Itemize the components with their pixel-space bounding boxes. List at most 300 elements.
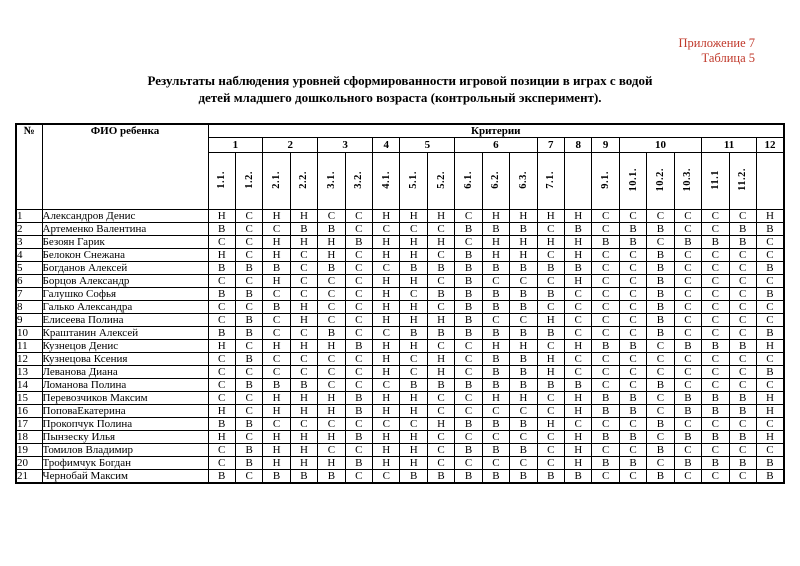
criterion-level-cell: Н bbox=[564, 431, 591, 444]
criterion-level-cell: С bbox=[592, 275, 619, 288]
criterion-level-cell: С bbox=[400, 288, 427, 301]
criterion-level-cell: Н bbox=[510, 236, 537, 249]
criterion-level-cell: В bbox=[482, 262, 509, 275]
criterion-level-cell: В bbox=[208, 223, 235, 236]
criterion-level-cell: С bbox=[619, 444, 646, 457]
title-line-1: Результаты наблюдения уровней сформированности игровой позиции в играх с водой bbox=[147, 72, 653, 88]
criteria-sub-label: 2.2. bbox=[298, 170, 310, 189]
criterion-level-cell: В bbox=[235, 418, 262, 431]
criterion-level-cell: С bbox=[208, 353, 235, 366]
criterion-level-cell: С bbox=[729, 314, 756, 327]
table-row bbox=[16, 236, 784, 249]
criteria-sub-label: 10.1. bbox=[627, 167, 639, 192]
criterion-level-cell: В bbox=[427, 288, 454, 301]
criterion-level-cell: С bbox=[537, 301, 564, 314]
criterion-level-cell: В bbox=[510, 327, 537, 340]
criterion-level-cell: С bbox=[537, 431, 564, 444]
child-name: Галушко Софья bbox=[42, 288, 208, 301]
criterion-level-cell: Н bbox=[263, 275, 290, 288]
corner-labels bbox=[0, 36, 800, 67]
criterion-level-cell: С bbox=[318, 418, 345, 431]
criterion-level-cell: В bbox=[208, 262, 235, 275]
child-name: Леванова Диана bbox=[42, 366, 208, 379]
criterion-level-cell: Н bbox=[756, 210, 784, 223]
criterion-level-cell: Н bbox=[373, 249, 400, 262]
criterion-level-cell: С bbox=[537, 223, 564, 236]
criterion-level-cell: С bbox=[729, 444, 756, 457]
criterion-level-cell: С bbox=[455, 353, 482, 366]
criterion-level-cell: С bbox=[702, 444, 729, 457]
criterion-level-cell: С bbox=[619, 210, 646, 223]
criterion-level-cell: С bbox=[702, 210, 729, 223]
criterion-level-cell: В bbox=[729, 223, 756, 236]
criterion-level-cell: С bbox=[647, 353, 674, 366]
criterion-level-cell: В bbox=[647, 301, 674, 314]
criterion-level-cell: В bbox=[674, 405, 701, 418]
criterion-level-cell: С bbox=[345, 353, 372, 366]
criterion-level-cell: С bbox=[455, 457, 482, 470]
criterion-level-cell: С bbox=[482, 457, 509, 470]
criterion-level-cell: В bbox=[510, 301, 537, 314]
criterion-level-cell: Н bbox=[290, 405, 317, 418]
criteria-sub-cell bbox=[619, 153, 646, 210]
criterion-level-cell: В bbox=[702, 236, 729, 249]
criterion-level-cell: Н bbox=[564, 210, 591, 223]
criterion-level-cell: Н bbox=[510, 210, 537, 223]
criterion-level-cell: В bbox=[756, 366, 784, 379]
criterion-level-cell: С bbox=[427, 275, 454, 288]
criterion-level-cell: В bbox=[647, 470, 674, 484]
criterion-level-cell: С bbox=[345, 470, 372, 484]
header-row-criteria bbox=[16, 124, 784, 138]
criterion-level-cell: С bbox=[729, 470, 756, 484]
criterion-level-cell: С bbox=[729, 327, 756, 340]
criterion-level-cell: Н bbox=[263, 249, 290, 262]
criterion-level-cell: Н bbox=[400, 236, 427, 249]
criterion-level-cell: С bbox=[702, 353, 729, 366]
table-row bbox=[16, 405, 784, 418]
child-name: Трофимчук Богдан bbox=[42, 457, 208, 470]
criterion-level-cell: В bbox=[564, 223, 591, 236]
criteria-sub-cell bbox=[729, 153, 756, 210]
criterion-level-cell: С bbox=[482, 431, 509, 444]
criterion-level-cell: В bbox=[537, 327, 564, 340]
criterion-level-cell: В bbox=[647, 223, 674, 236]
criterion-level-cell: В bbox=[318, 223, 345, 236]
criterion-level-cell: С bbox=[729, 301, 756, 314]
criterion-level-cell: С bbox=[756, 379, 784, 392]
criterion-level-cell: С bbox=[729, 262, 756, 275]
criterion-level-cell: С bbox=[318, 210, 345, 223]
criterion-level-cell: В bbox=[400, 327, 427, 340]
criterion-level-cell: С bbox=[290, 262, 317, 275]
criterion-level-cell: В bbox=[702, 405, 729, 418]
criterion-level-cell: Н bbox=[318, 392, 345, 405]
criterion-level-cell: В bbox=[318, 262, 345, 275]
criteria-sub-label: 10.3. bbox=[682, 167, 694, 192]
criterion-level-cell: Н bbox=[373, 314, 400, 327]
criterion-level-cell: В bbox=[208, 470, 235, 484]
criterion-level-cell: Н bbox=[373, 236, 400, 249]
criterion-level-cell: С bbox=[455, 366, 482, 379]
criterion-level-cell: В bbox=[729, 236, 756, 249]
document-title bbox=[0, 72, 800, 107]
criterion-level-cell: В bbox=[235, 262, 262, 275]
criterion-level-cell: В bbox=[263, 470, 290, 484]
criterion-level-cell: В bbox=[290, 223, 317, 236]
criterion-level-cell: В bbox=[455, 327, 482, 340]
criterion-level-cell: С bbox=[756, 353, 784, 366]
criterion-level-cell: С bbox=[756, 444, 784, 457]
criterion-level-cell: В bbox=[208, 327, 235, 340]
criterion-level-cell: С bbox=[455, 431, 482, 444]
criterion-level-cell: С bbox=[263, 288, 290, 301]
criterion-level-cell: С bbox=[647, 457, 674, 470]
criterion-level-cell: С bbox=[427, 301, 454, 314]
criterion-level-cell: С bbox=[235, 223, 262, 236]
criteria-sub-label: 9.1. bbox=[600, 170, 612, 189]
criterion-level-cell: В bbox=[482, 366, 509, 379]
criterion-level-cell: В bbox=[345, 431, 372, 444]
criterion-level-cell: Н bbox=[564, 392, 591, 405]
criterion-level-cell: С bbox=[674, 379, 701, 392]
criterion-level-cell: С bbox=[592, 262, 619, 275]
table-row bbox=[16, 288, 784, 301]
criterion-level-cell: С bbox=[619, 470, 646, 484]
criterion-level-cell: С bbox=[729, 210, 756, 223]
criterion-level-cell: С bbox=[592, 379, 619, 392]
criterion-level-cell: С bbox=[647, 392, 674, 405]
criterion-level-cell: С bbox=[619, 314, 646, 327]
criterion-level-cell: Н bbox=[427, 210, 454, 223]
criterion-level-cell: В bbox=[345, 405, 372, 418]
criteria-sub-label: 11.2. bbox=[737, 168, 749, 192]
criteria-sub-label: 3.1. bbox=[325, 170, 337, 189]
criterion-level-cell: С bbox=[702, 288, 729, 301]
criterion-level-cell: В bbox=[482, 444, 509, 457]
criterion-level-cell: В bbox=[482, 223, 509, 236]
criterion-level-cell: В bbox=[564, 379, 591, 392]
criterion-level-cell: С bbox=[235, 210, 262, 223]
criterion-level-cell: С bbox=[674, 353, 701, 366]
criterion-level-cell: Н bbox=[318, 457, 345, 470]
row-number: 9 bbox=[16, 314, 42, 327]
criterion-level-cell: Н bbox=[290, 457, 317, 470]
criterion-level-cell: С bbox=[702, 418, 729, 431]
criterion-level-cell: Н bbox=[537, 236, 564, 249]
criterion-level-cell: В bbox=[729, 392, 756, 405]
criterion-level-cell: В bbox=[619, 392, 646, 405]
criterion-level-cell: В bbox=[455, 470, 482, 484]
criterion-level-cell: Н bbox=[400, 301, 427, 314]
criteria-group-9: 9 bbox=[592, 138, 619, 153]
criterion-level-cell: С bbox=[537, 249, 564, 262]
criterion-level-cell: С bbox=[729, 418, 756, 431]
criterion-level-cell: В bbox=[263, 262, 290, 275]
criterion-level-cell: Н bbox=[263, 236, 290, 249]
criterion-level-cell: С bbox=[427, 249, 454, 262]
criterion-level-cell: С bbox=[208, 444, 235, 457]
criterion-level-cell: С bbox=[208, 301, 235, 314]
criterion-level-cell: Н bbox=[564, 249, 591, 262]
criterion-level-cell: С bbox=[373, 223, 400, 236]
criterion-level-cell: Н bbox=[400, 457, 427, 470]
criterion-level-cell: С bbox=[400, 223, 427, 236]
criteria-group-8: 8 bbox=[564, 138, 591, 153]
row-number: 2 bbox=[16, 223, 42, 236]
criterion-level-cell: В bbox=[290, 470, 317, 484]
criterion-level-cell: С bbox=[592, 223, 619, 236]
row-number: 17 bbox=[16, 418, 42, 431]
criterion-level-cell: Н bbox=[373, 340, 400, 353]
criterion-level-cell: В bbox=[427, 327, 454, 340]
criterion-level-cell: С bbox=[619, 418, 646, 431]
criterion-level-cell: В bbox=[290, 379, 317, 392]
criterion-level-cell: С bbox=[537, 405, 564, 418]
criterion-level-cell: С bbox=[455, 405, 482, 418]
criterion-level-cell: Н bbox=[537, 418, 564, 431]
criterion-level-cell: В bbox=[729, 405, 756, 418]
criterion-level-cell: С bbox=[702, 223, 729, 236]
criterion-level-cell: В bbox=[619, 405, 646, 418]
criterion-level-cell: С bbox=[345, 223, 372, 236]
criterion-level-cell: Н bbox=[318, 431, 345, 444]
criterion-level-cell: В bbox=[647, 249, 674, 262]
criterion-level-cell: С bbox=[345, 275, 372, 288]
criterion-level-cell: В bbox=[482, 327, 509, 340]
criterion-level-cell: Н bbox=[373, 353, 400, 366]
criterion-level-cell: С bbox=[455, 392, 482, 405]
criterion-level-cell: С bbox=[318, 275, 345, 288]
criterion-level-cell: С bbox=[619, 353, 646, 366]
criteria-sub-label: 11.1 bbox=[709, 169, 721, 190]
criterion-level-cell: В bbox=[208, 288, 235, 301]
criterion-level-cell: Н bbox=[290, 340, 317, 353]
child-name: Пынзеску Илья bbox=[42, 431, 208, 444]
criterion-level-cell: С bbox=[208, 366, 235, 379]
criterion-level-cell: С bbox=[318, 366, 345, 379]
criterion-level-cell: С bbox=[235, 470, 262, 484]
criterion-level-cell: В bbox=[400, 470, 427, 484]
criterion-level-cell: Н bbox=[290, 236, 317, 249]
criterion-level-cell: Н bbox=[290, 444, 317, 457]
criterion-level-cell: Н bbox=[373, 392, 400, 405]
table-row bbox=[16, 457, 784, 470]
criterion-level-cell: В bbox=[674, 340, 701, 353]
criterion-level-cell: В bbox=[263, 379, 290, 392]
table-row bbox=[16, 223, 784, 236]
criterion-level-cell: С bbox=[729, 366, 756, 379]
criterion-level-cell: С bbox=[619, 379, 646, 392]
row-number: 4 bbox=[16, 249, 42, 262]
child-name: Прокопчук Полина bbox=[42, 418, 208, 431]
criterion-level-cell: В bbox=[455, 275, 482, 288]
criterion-level-cell: В bbox=[235, 457, 262, 470]
table-number-label: Таблица 5 bbox=[701, 51, 755, 66]
criteria-sub-label: 5.2. bbox=[435, 170, 447, 189]
criterion-level-cell: В bbox=[482, 301, 509, 314]
criterion-level-cell: В bbox=[427, 262, 454, 275]
criterion-level-cell: Н bbox=[564, 340, 591, 353]
criterion-level-cell: В bbox=[647, 444, 674, 457]
criterion-level-cell: В bbox=[537, 288, 564, 301]
criterion-level-cell: В bbox=[674, 236, 701, 249]
criterion-level-cell: Н bbox=[400, 249, 427, 262]
row-number: 8 bbox=[16, 301, 42, 314]
criterion-level-cell: С bbox=[702, 275, 729, 288]
criterion-level-cell: С bbox=[373, 379, 400, 392]
criterion-level-cell: С bbox=[482, 405, 509, 418]
criteria-sub-cell bbox=[235, 153, 262, 210]
criterion-level-cell: В bbox=[537, 470, 564, 484]
child-name: Томилов Владимир bbox=[42, 444, 208, 457]
criterion-level-cell: С bbox=[592, 249, 619, 262]
criterion-level-cell: С bbox=[235, 366, 262, 379]
criterion-level-cell: В bbox=[400, 262, 427, 275]
criterion-level-cell: Н bbox=[400, 210, 427, 223]
criteria-group-3: 3 bbox=[318, 138, 373, 153]
criterion-level-cell: С bbox=[235, 249, 262, 262]
criterion-level-cell: В bbox=[674, 392, 701, 405]
row-number: 3 bbox=[16, 236, 42, 249]
criterion-level-cell: С bbox=[427, 431, 454, 444]
criterion-level-cell: С bbox=[290, 353, 317, 366]
criterion-level-cell: Н bbox=[537, 210, 564, 223]
criterion-level-cell: С bbox=[592, 288, 619, 301]
appendix-label: Приложение 7 bbox=[678, 36, 755, 50]
criterion-level-cell: С bbox=[647, 210, 674, 223]
criterion-level-cell: Н bbox=[400, 314, 427, 327]
criteria-sub-cell bbox=[290, 153, 317, 210]
criterion-level-cell: С bbox=[345, 262, 372, 275]
criterion-level-cell: Н bbox=[373, 275, 400, 288]
criterion-level-cell: С bbox=[345, 288, 372, 301]
criterion-level-cell: С bbox=[756, 418, 784, 431]
criterion-level-cell: С bbox=[702, 327, 729, 340]
criterion-level-cell: С bbox=[455, 210, 482, 223]
table-header bbox=[16, 124, 784, 210]
criterion-level-cell: С bbox=[592, 444, 619, 457]
child-name: Ломанова Полина bbox=[42, 379, 208, 392]
criterion-level-cell: В bbox=[427, 470, 454, 484]
table-row bbox=[16, 470, 784, 484]
criterion-level-cell: В bbox=[318, 470, 345, 484]
criterion-level-cell: С bbox=[729, 249, 756, 262]
table-row bbox=[16, 444, 784, 457]
criterion-level-cell: В bbox=[592, 431, 619, 444]
criterion-level-cell: С bbox=[235, 340, 262, 353]
criterion-level-cell: С bbox=[592, 418, 619, 431]
criterion-level-cell: С bbox=[345, 379, 372, 392]
criterion-level-cell: В bbox=[482, 418, 509, 431]
criteria-sub-cell bbox=[592, 153, 619, 210]
criterion-level-cell: В bbox=[455, 301, 482, 314]
criteria-group-10: 10 bbox=[619, 138, 701, 153]
criterion-level-cell: Н bbox=[263, 431, 290, 444]
criterion-level-cell: В bbox=[455, 444, 482, 457]
criterion-level-cell: В bbox=[619, 457, 646, 470]
criterion-level-cell: С bbox=[290, 275, 317, 288]
criterion-level-cell: С bbox=[510, 457, 537, 470]
criterion-level-cell: Н bbox=[290, 431, 317, 444]
criterion-level-cell: С bbox=[345, 366, 372, 379]
criteria-sub-label: 6.3. bbox=[517, 170, 529, 189]
criterion-level-cell: В bbox=[510, 418, 537, 431]
criterion-level-cell: С bbox=[427, 340, 454, 353]
criterion-level-cell: В bbox=[592, 457, 619, 470]
criterion-level-cell: С bbox=[674, 288, 701, 301]
criterion-level-cell: С bbox=[235, 275, 262, 288]
criterion-level-cell: В bbox=[729, 340, 756, 353]
criterion-level-cell: С bbox=[702, 379, 729, 392]
criterion-level-cell: Н bbox=[290, 314, 317, 327]
criterion-level-cell: С bbox=[537, 392, 564, 405]
criterion-level-cell: В bbox=[729, 431, 756, 444]
criterion-level-cell: С bbox=[592, 301, 619, 314]
criterion-level-cell: В bbox=[345, 457, 372, 470]
criterion-level-cell: В bbox=[455, 249, 482, 262]
criterion-level-cell: В bbox=[235, 353, 262, 366]
criterion-level-cell: Н bbox=[400, 275, 427, 288]
criteria-sub-cell bbox=[756, 153, 784, 210]
criterion-level-cell: В bbox=[263, 301, 290, 314]
criterion-level-cell: С bbox=[702, 249, 729, 262]
criterion-level-cell: Н bbox=[290, 392, 317, 405]
criteria-sub-label: 10.2. bbox=[654, 167, 666, 192]
criterion-level-cell: Н bbox=[756, 340, 784, 353]
criterion-level-cell: Н bbox=[318, 249, 345, 262]
table-row bbox=[16, 314, 784, 327]
criterion-level-cell: В bbox=[564, 262, 591, 275]
criterion-level-cell: С bbox=[619, 262, 646, 275]
column-header-name: ФИО ребенка bbox=[42, 124, 208, 210]
criterion-level-cell: В bbox=[345, 340, 372, 353]
criterion-level-cell: Н bbox=[373, 288, 400, 301]
criterion-level-cell: В bbox=[756, 262, 784, 275]
criterion-level-cell: С bbox=[482, 275, 509, 288]
criterion-level-cell: В bbox=[619, 223, 646, 236]
child-name: Елисеева Полина bbox=[42, 314, 208, 327]
criterion-level-cell: С bbox=[756, 236, 784, 249]
criterion-level-cell: С bbox=[592, 314, 619, 327]
criterion-level-cell: С bbox=[510, 275, 537, 288]
criterion-level-cell: В bbox=[510, 223, 537, 236]
criterion-level-cell: С bbox=[647, 366, 674, 379]
table-row bbox=[16, 249, 784, 262]
criterion-level-cell: В bbox=[619, 431, 646, 444]
criterion-level-cell: С bbox=[208, 457, 235, 470]
criterion-level-cell: Н bbox=[427, 236, 454, 249]
table-row bbox=[16, 353, 784, 366]
criterion-level-cell: С bbox=[592, 327, 619, 340]
criterion-level-cell: С bbox=[756, 249, 784, 262]
criterion-level-cell: В bbox=[647, 288, 674, 301]
criterion-level-cell: В bbox=[455, 379, 482, 392]
criterion-level-cell: С bbox=[619, 301, 646, 314]
criteria-sub-cell bbox=[537, 153, 564, 210]
criterion-level-cell: Н bbox=[208, 340, 235, 353]
criterion-level-cell: В bbox=[592, 405, 619, 418]
table-row bbox=[16, 275, 784, 288]
criterion-level-cell: Н bbox=[290, 210, 317, 223]
criterion-level-cell: С bbox=[619, 366, 646, 379]
criterion-level-cell: С bbox=[427, 405, 454, 418]
child-name: Безоян Гарик bbox=[42, 236, 208, 249]
criterion-level-cell: С bbox=[373, 327, 400, 340]
table-row bbox=[16, 418, 784, 431]
criteria-sub-label: 1.2. bbox=[243, 170, 255, 189]
criterion-level-cell: С bbox=[345, 418, 372, 431]
